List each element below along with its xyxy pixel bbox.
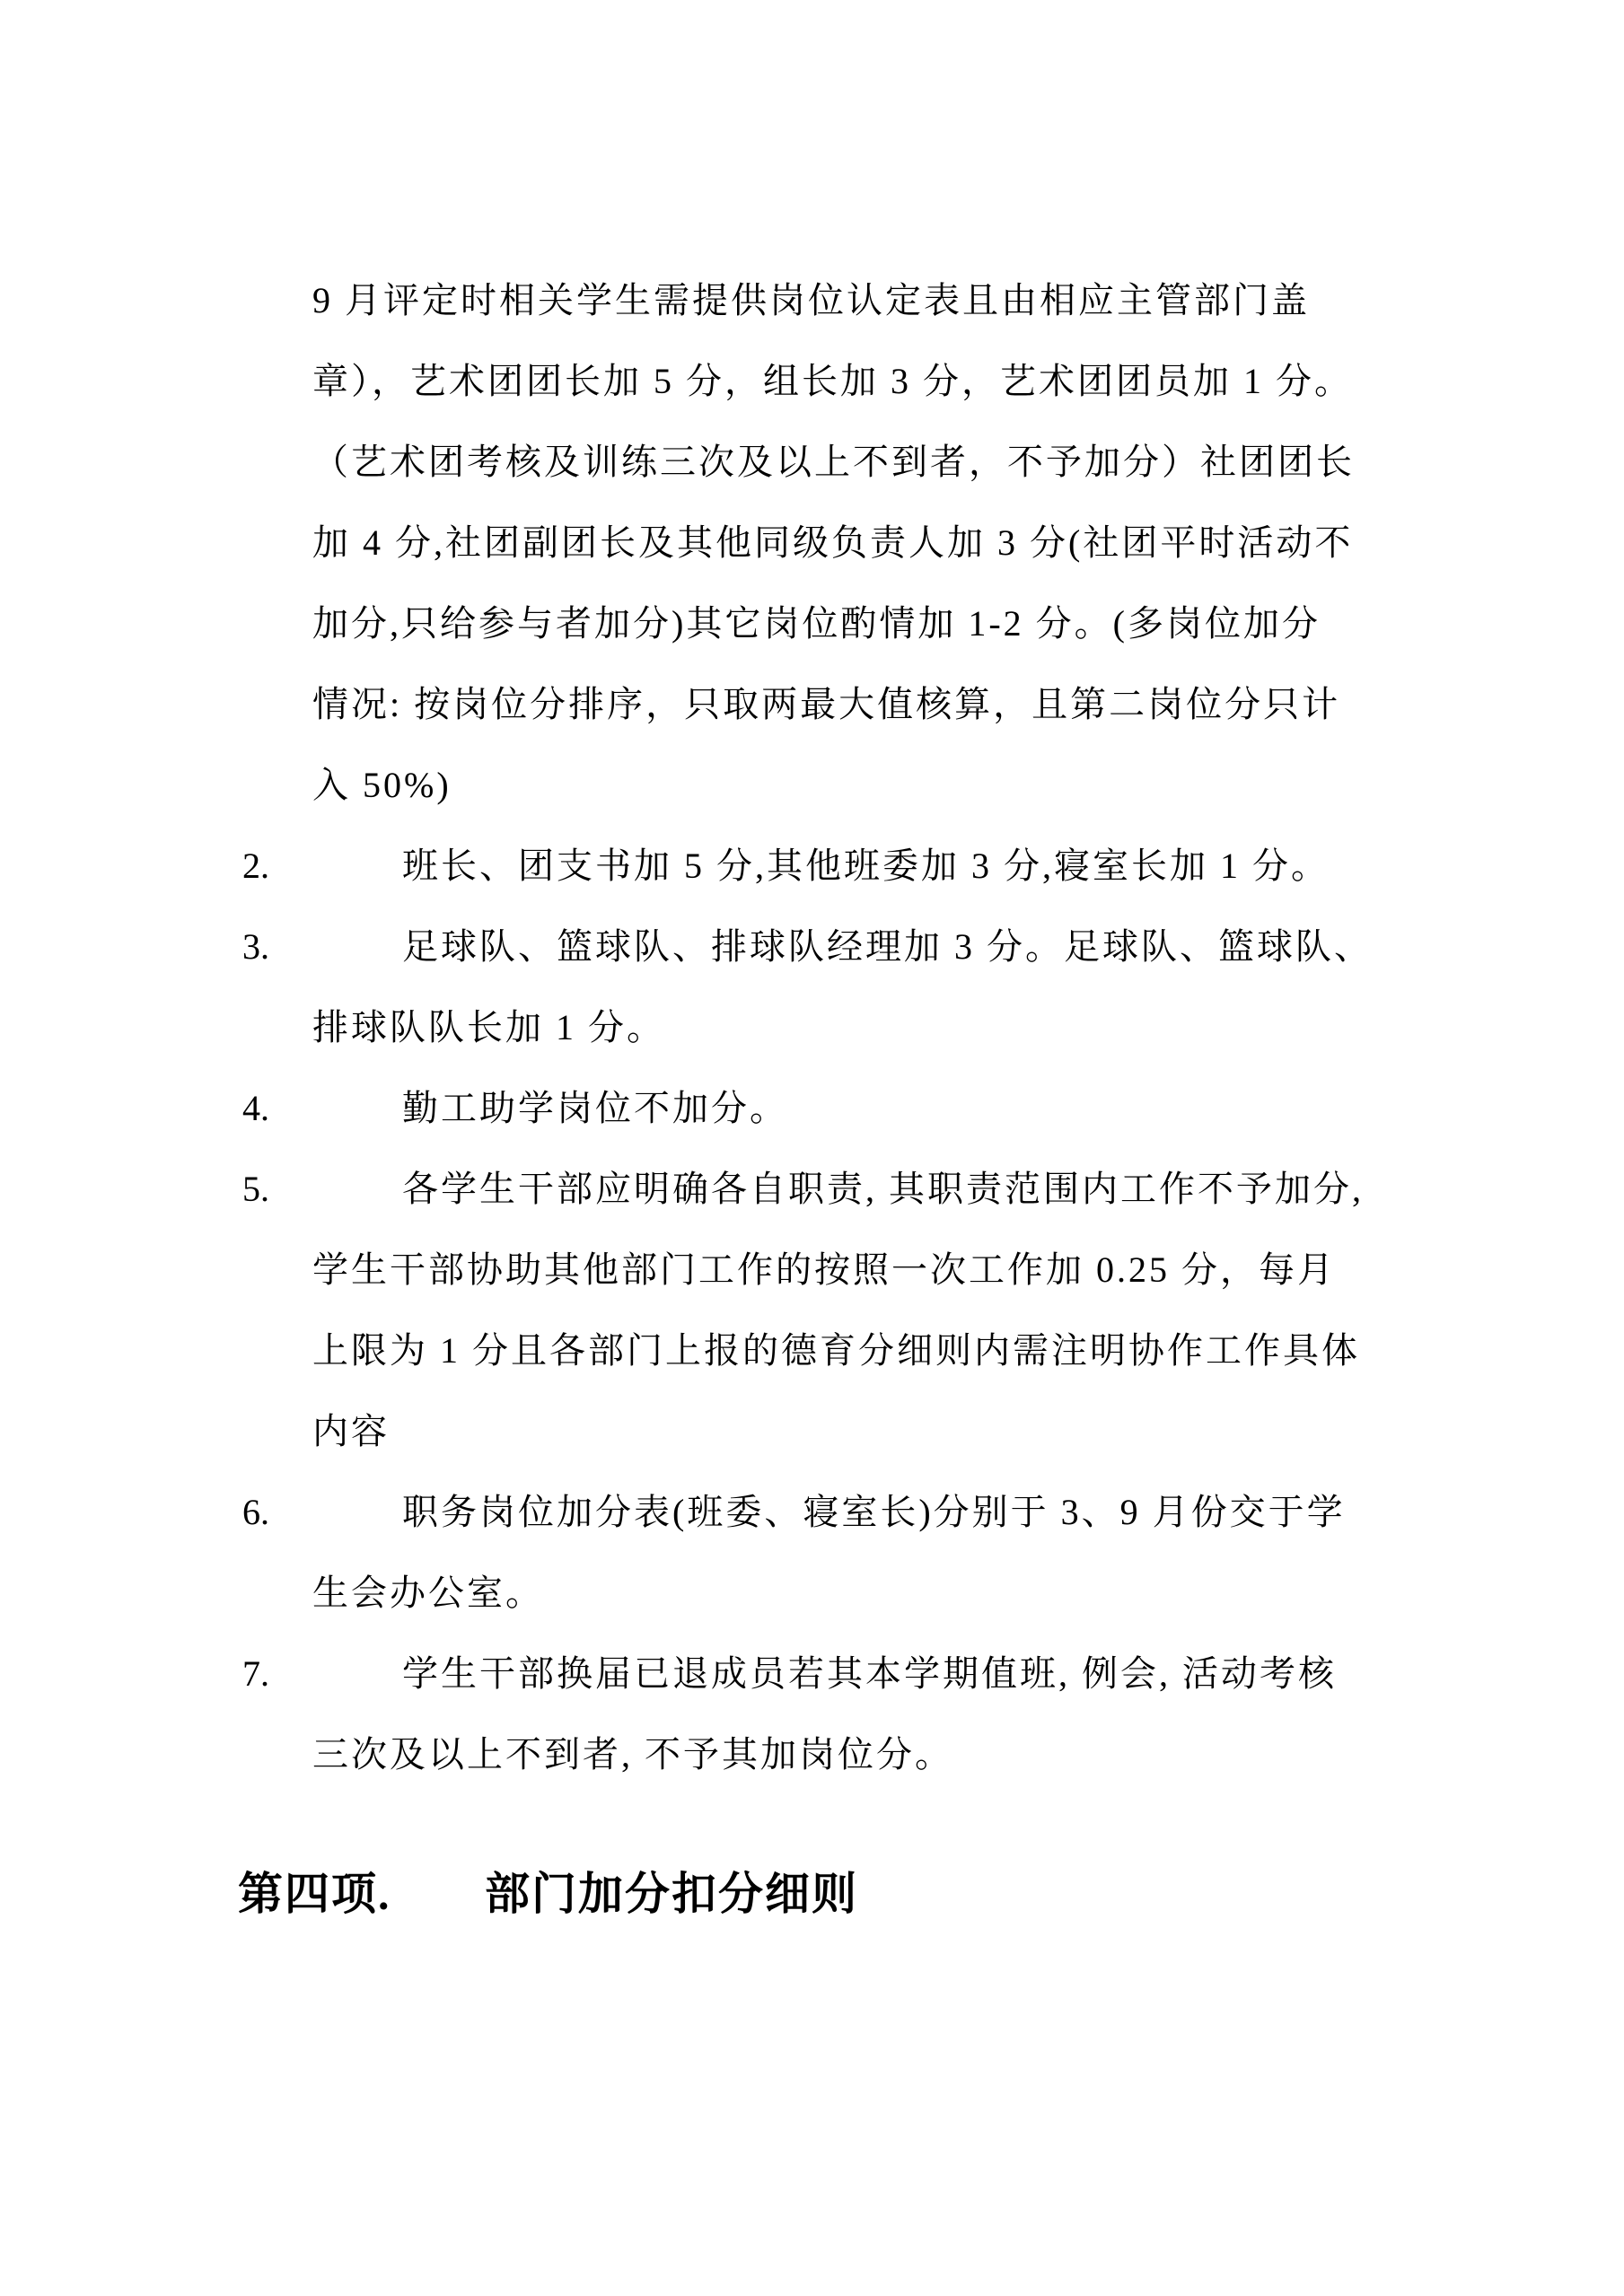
list-item-number: 5. [242, 1169, 269, 1209]
paragraph-line: 加 4 分,社团副团长及其他同级负责人加 3 分(社团平时活动不 [312, 522, 1354, 563]
list-item-number: 4. [242, 1088, 269, 1128]
list-item-text: 各学生干部应明确各自职责, 其职责范围内工作不予加分, [402, 1169, 1364, 1209]
list-item [0, 907, 1624, 1068]
list-item-line: 上限为 1 分且各部门上报的德育分细则内需注明协作工作具体 [312, 1330, 1360, 1371]
section-heading-title: 部门加分扣分细则 [485, 1869, 858, 1919]
paragraph-line: 章），艺术团团长加 5 分，组长加 3 分，艺术团团员加 1 分。 [312, 361, 1353, 401]
list-item-number: 3. [242, 926, 269, 967]
list-item-text: 职务岗位加分表(班委、寝室长)分别于 3、9 月份交于学 [402, 1492, 1346, 1532]
list-item [0, 826, 1624, 907]
paragraph-line: 情况: 按岗位分排序，只取两最大值核算，且第二岗位分只计 [312, 684, 1341, 724]
list-item-text: 足球队、篮球队、排球队经理加 3 分。足球队、篮球队、 [402, 926, 1373, 967]
list-item-line: 三次及以上不到者, 不予其加岗位分。 [312, 1734, 953, 1775]
list-item [0, 1634, 1624, 1795]
list-item [0, 1149, 1624, 1472]
list-item [0, 1472, 1624, 1634]
list-item-line: 学生干部协助其他部门工作的按照一次工作加 0.25 分，每月 [312, 1249, 1336, 1290]
list-item-line [242, 907, 1624, 987]
list-item-number: 2. [242, 846, 269, 886]
list-item-text: 勤工助学岗位不加分。 [402, 1088, 788, 1128]
list-item-line [242, 826, 1624, 907]
list-item-number: 7. [242, 1653, 269, 1694]
section-heading-number: 第四项. [238, 1869, 391, 1919]
paragraph-line: （艺术团考核及训练三次及以上不到者，不予加分）社团团长 [312, 442, 1355, 482]
list-item-line [242, 1068, 1624, 1149]
numbered-list [0, 826, 1624, 1795]
paragraph-line: 9 月评定时相关学生需提供岗位认定表且由相应主管部门盖 [312, 280, 1310, 320]
list-item-line: 生会办公室。 [312, 1573, 544, 1613]
list-item-line: 内容 [312, 1411, 390, 1451]
list-item-line [242, 1149, 1624, 1230]
list-item-text: 班长、团支书加 5 分,其他班委加 3 分,寝室长加 1 分。 [402, 846, 1330, 886]
list-item [0, 1068, 1624, 1149]
list-item-text: 学生干部换届已退成员若其本学期值班, 例会, 活动考核 [402, 1653, 1337, 1694]
list-item-line: 排球队队长加 1 分。 [312, 1007, 665, 1047]
section-heading [238, 1862, 1624, 1926]
paragraph-line: 加分,只给参与者加分)其它岗位酌情加 1-2 分。(多岗位加分 [312, 603, 1321, 644]
paragraph-line: 入 50%) [312, 765, 452, 805]
intro-paragraph [0, 260, 1624, 826]
list-item-number: 6. [242, 1492, 269, 1532]
list-item-line [242, 1472, 1624, 1553]
list-item-line [242, 1634, 1624, 1714]
